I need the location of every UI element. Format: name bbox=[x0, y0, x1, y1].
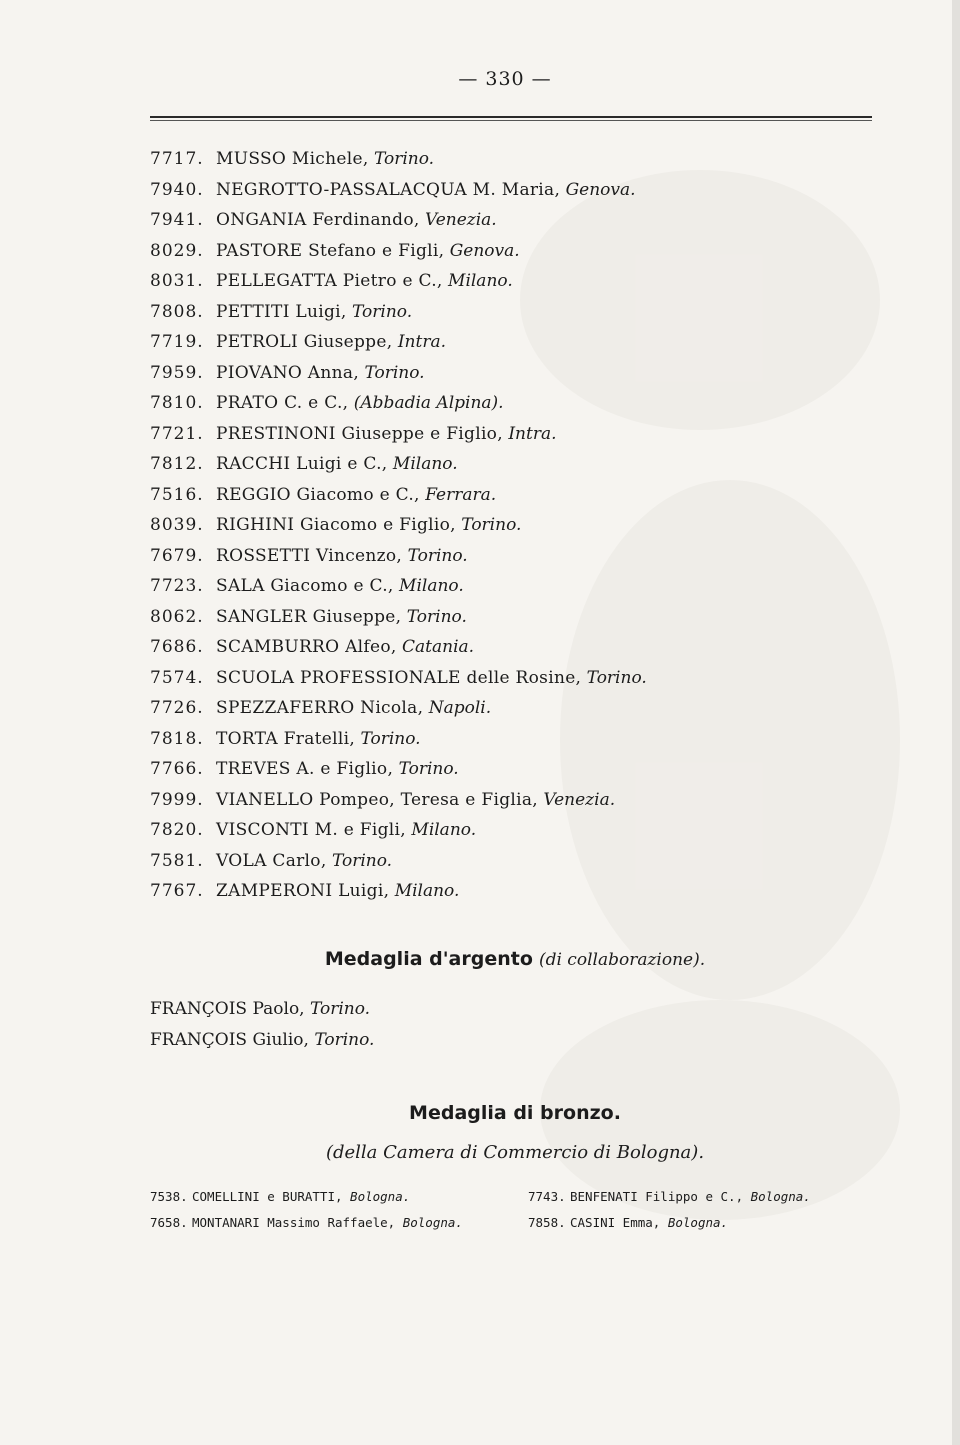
entry-name: COMELLINI e BURATTI, bbox=[192, 1189, 343, 1204]
list-item bbox=[150, 724, 647, 755]
entry-name: PASTORE Stefano e Figli, bbox=[216, 240, 445, 261]
entry-name: BENFENATI Filippo e C., bbox=[570, 1189, 744, 1204]
list-item bbox=[150, 754, 647, 785]
entry-city: Milano. bbox=[448, 271, 513, 291]
entry-name: SALA Giacomo e C., bbox=[216, 576, 394, 596]
argento-title: Medaglia d'argento bbox=[324, 948, 533, 970]
entry-number: 7959. bbox=[150, 362, 204, 383]
entry-number: 7812. bbox=[150, 454, 204, 474]
entry-number: 7818. bbox=[150, 728, 204, 749]
entry-number: 7767. bbox=[150, 881, 204, 901]
entry-name: MUSSO Michele, bbox=[216, 149, 369, 169]
entry-city: Intra. bbox=[508, 423, 557, 444]
list-item bbox=[528, 1210, 811, 1236]
entry-city: (Abbadia Alpina). bbox=[353, 393, 504, 413]
entry-city: Milano. bbox=[392, 454, 458, 474]
list-item bbox=[150, 876, 647, 907]
entry-number: 7516. bbox=[150, 484, 204, 505]
entry-name: CASINI Emma, bbox=[570, 1215, 661, 1230]
list-item bbox=[150, 388, 647, 419]
entry-city: Genova. bbox=[449, 240, 520, 261]
entry-name: RIGHINI Giacomo e Figlio, bbox=[216, 515, 456, 535]
entry-number: 8062. bbox=[150, 606, 204, 627]
entry-name: PRESTINONI Giuseppe e Figlio, bbox=[216, 423, 503, 444]
list-item bbox=[150, 541, 647, 572]
entry-number: 8031. bbox=[150, 271, 204, 291]
entry-number: 7679. bbox=[150, 545, 204, 566]
entry-number: 7581. bbox=[150, 850, 204, 871]
entry-number: 7810. bbox=[150, 393, 204, 413]
list-item bbox=[150, 358, 647, 389]
entry-city: Catania. bbox=[402, 637, 475, 657]
bronzo-subtitle: (della Camera di Commercio di Bologna). bbox=[325, 1142, 705, 1163]
list-item bbox=[150, 266, 647, 297]
entry-number: 7538. bbox=[150, 1189, 188, 1204]
page-edge bbox=[952, 0, 960, 1445]
entry-name: PRATO C. e C., bbox=[216, 393, 349, 413]
header-rule-thin bbox=[150, 120, 872, 121]
argento-subtitle: (di collaborazione). bbox=[538, 950, 706, 970]
entry-number: 7820. bbox=[150, 820, 204, 840]
entry-name: PETTITI Luigi, bbox=[216, 301, 347, 322]
entry-number: 7717. bbox=[150, 149, 204, 169]
entry-city: Torino. bbox=[461, 515, 522, 535]
entry-name: SANGLER Giuseppe, bbox=[216, 606, 402, 627]
entry-number: 7686. bbox=[150, 637, 204, 657]
list-item bbox=[150, 571, 647, 602]
list-item bbox=[528, 1184, 811, 1210]
entry-city: Milano. bbox=[394, 881, 460, 901]
bronzo-heading bbox=[0, 1102, 960, 1124]
entry-city: Torino. bbox=[360, 728, 421, 749]
list-item bbox=[150, 663, 647, 694]
list-item bbox=[150, 994, 374, 1025]
entry-city: Milano. bbox=[399, 576, 464, 596]
list-item bbox=[150, 1210, 463, 1236]
entry-number: 7726. bbox=[150, 698, 204, 718]
list-item bbox=[150, 785, 647, 816]
list-item bbox=[150, 693, 647, 724]
entry-name: PETROLI Giuseppe, bbox=[216, 332, 393, 352]
header-rule bbox=[150, 116, 872, 118]
list-item bbox=[150, 602, 647, 633]
entry-name: TORTA Fratelli, bbox=[216, 728, 356, 749]
entry-number: 8029. bbox=[150, 240, 204, 261]
entry-number: 7574. bbox=[150, 667, 204, 688]
list-item bbox=[150, 815, 647, 846]
list-item bbox=[150, 236, 647, 267]
list-item bbox=[150, 510, 647, 541]
entry-city: Torino. bbox=[373, 149, 435, 169]
entry-name: PELLEGATTA Pietro e C., bbox=[216, 271, 443, 291]
entry-city: Torino. bbox=[309, 999, 371, 1019]
entry-name: ZAMPERONI Luigi, bbox=[216, 881, 390, 901]
entry-name: FRANÇOIS Paolo, bbox=[150, 999, 305, 1019]
bronzo-title: Medaglia di bronzo. bbox=[409, 1102, 621, 1124]
entry-city: Venezia. bbox=[543, 789, 616, 810]
entry-name: MONTANARI Massimo Raffaele, bbox=[192, 1215, 396, 1230]
entry-city: Bologna. bbox=[402, 1215, 463, 1230]
entry-number: 7808. bbox=[150, 301, 204, 322]
entry-city: Torino. bbox=[331, 850, 393, 871]
entry-name: FRANÇOIS Giulio, bbox=[150, 1030, 309, 1050]
entry-name: VIANELLO Pompeo, Teresa e Figlia, bbox=[216, 789, 538, 810]
entry-city: Ferrara. bbox=[425, 484, 497, 505]
entry-number: 7766. bbox=[150, 759, 204, 779]
entry-number: 7743. bbox=[528, 1189, 566, 1204]
entry-number: 8039. bbox=[150, 515, 204, 535]
list-item bbox=[150, 175, 647, 206]
list-item bbox=[150, 480, 647, 511]
list-item bbox=[150, 1025, 374, 1056]
exhibitor-list bbox=[150, 144, 647, 907]
entry-city: Intra. bbox=[397, 332, 446, 352]
entry-number: 7941. bbox=[150, 210, 204, 230]
entry-city: Torino. bbox=[586, 667, 647, 688]
entry-name: SPEZZAFERRO Nicola, bbox=[216, 698, 424, 718]
entry-name: ONGANIA Ferdinando, bbox=[216, 210, 420, 230]
argento-list bbox=[150, 994, 374, 1056]
entry-number: 7940. bbox=[150, 179, 204, 200]
list-item bbox=[150, 449, 647, 480]
entry-city: Bologna. bbox=[667, 1215, 729, 1230]
entry-number: 7723. bbox=[150, 576, 204, 596]
entry-name: REGGIO Giacomo e C., bbox=[216, 484, 420, 505]
list-item bbox=[150, 297, 647, 328]
entry-city: Torino. bbox=[406, 606, 467, 627]
entry-number: 7658. bbox=[150, 1215, 188, 1230]
entry-number: 7858. bbox=[528, 1215, 566, 1230]
list-item bbox=[150, 327, 647, 358]
entry-name: NEGROTTO-PASSALACQUA M. Maria, bbox=[216, 179, 561, 200]
entry-name: SCAMBURRO Alfeo, bbox=[216, 637, 397, 657]
page-number: — 330 — bbox=[458, 68, 552, 90]
entry-number: 7721. bbox=[150, 423, 204, 444]
entry-name: TREVES A. e Figlio, bbox=[216, 759, 394, 779]
list-item bbox=[150, 144, 647, 175]
entry-number: 7719. bbox=[150, 332, 204, 352]
entry-city: Milano. bbox=[411, 820, 477, 840]
entry-city: Napoli. bbox=[428, 698, 492, 718]
entry-city: Bologna. bbox=[350, 1189, 411, 1204]
entry-number: 7999. bbox=[150, 789, 204, 810]
list-item bbox=[150, 205, 647, 236]
entry-city: Torino. bbox=[364, 362, 425, 383]
bronzo-column-right bbox=[528, 1184, 811, 1236]
entry-city: Torino. bbox=[407, 545, 468, 566]
list-item bbox=[150, 1184, 463, 1210]
argento-heading bbox=[0, 948, 960, 970]
entry-name: PIOVANO Anna, bbox=[216, 362, 360, 383]
entry-name: VISCONTI M. e Figli, bbox=[216, 820, 406, 840]
list-item bbox=[150, 632, 647, 663]
entry-name: RACCHI Luigi e C., bbox=[216, 454, 388, 474]
list-item bbox=[150, 419, 647, 450]
entry-city: Torino. bbox=[398, 759, 459, 779]
entry-name: SCUOLA PROFESSIONALE delle Rosine, bbox=[216, 667, 582, 688]
entry-city: Venezia. bbox=[424, 210, 497, 230]
list-item bbox=[150, 846, 647, 877]
bronzo-column-left bbox=[150, 1184, 463, 1236]
entry-city: Torino. bbox=[352, 301, 413, 322]
entry-city: Genova. bbox=[565, 179, 636, 200]
entry-name: ROSSETTI Vincenzo, bbox=[216, 545, 403, 566]
entry-city: Bologna. bbox=[750, 1189, 811, 1204]
entry-name: VOLA Carlo, bbox=[216, 850, 327, 871]
entry-city: Torino. bbox=[314, 1030, 375, 1050]
